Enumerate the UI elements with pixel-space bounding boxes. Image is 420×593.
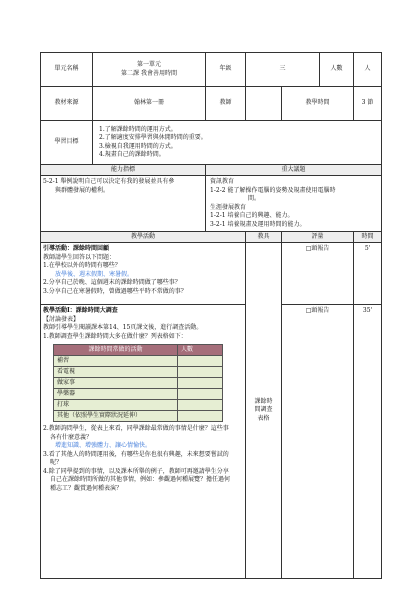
- activity-line: 2.分享自己於晚、這個週末的課餘時間做了哪些事？: [43, 279, 181, 286]
- unit-name-label: 單元名稱: [41, 53, 93, 87]
- issues-content: [206, 176, 382, 232]
- unit-name-line-2: 第二課 我會善用時間: [121, 69, 177, 77]
- indicator-line: 5-2-1 舉例說明自己可以決定有我的發展並具有參: [43, 178, 175, 185]
- aids-line: 間調查: [254, 406, 273, 414]
- activity-line: 2.教師詢問學生，從表上來看，同學課餘最常做的事情是什麼？這些事: [43, 425, 229, 432]
- indicators-header: 能力指標: [41, 165, 206, 176]
- survey-col-count: 人數: [178, 345, 223, 356]
- unit-name-value: [93, 53, 206, 87]
- activity-line: 教師請學生回答以下問題：: [43, 253, 116, 261]
- assessment-1: □頭報告: [282, 243, 354, 305]
- issue-line: 1-2-1 培養自己的興趣、能力。: [210, 212, 294, 219]
- activity-answer: 放學後、週末假期、寒暑假。: [55, 270, 134, 278]
- time-header: 時間: [354, 232, 382, 243]
- survey-row-label: 打球: [54, 400, 178, 411]
- issue-line: 1-2-2 能了解操作電腦的姿勢及規畫使用電腦時: [210, 186, 336, 194]
- source-label: 教材來源: [41, 87, 93, 121]
- goal-item: 3.檢視自我運用時間的方式。: [99, 142, 177, 150]
- issue-line: 資訊教育: [210, 178, 235, 185]
- activity-answer: 增進知識、增強體力、讓心情愉快。: [55, 442, 152, 449]
- goal-item: 1.了解課餘時間的運用方式。: [99, 125, 177, 133]
- assessment-header: 評量: [282, 232, 354, 243]
- unit-name-line-1: 第一單元: [137, 61, 162, 68]
- lesson-plan-table: [40, 52, 382, 579]
- indicators-content: [41, 176, 206, 232]
- time-label: 教學時間: [282, 87, 354, 121]
- activity-2: [41, 305, 246, 579]
- activity-header: 教學活動: [41, 232, 246, 243]
- grade-label: 年級: [206, 53, 246, 87]
- goal-item: 2.了解適度安排學習與休閒時間的重要。: [99, 134, 207, 141]
- activity-line: 3.分享自己在寒暑假時，曾做過哪些平時不常做的事？: [43, 287, 187, 295]
- aids-header: 教具: [246, 232, 282, 243]
- time-2: 35': [354, 305, 382, 579]
- issue-line: 間。: [248, 195, 261, 202]
- survey-row-label: 看電視: [54, 367, 178, 378]
- aids-cell: [246, 243, 282, 579]
- indicator-line: 與群體發展的權利。: [55, 186, 110, 194]
- survey-col-activity: 課餘時間常做的活動: [54, 345, 178, 356]
- activity-2-title: 教學活動Ⅰ：課餘時間大調查: [43, 307, 118, 314]
- goals-list: [93, 121, 382, 165]
- issue-line: 3-2-1 培養規畫及運用時間的能力。: [210, 220, 306, 228]
- goal-item: 4.規畫自己的課餘時間。: [99, 151, 165, 158]
- activity-line: 各有什麼意義？: [50, 433, 93, 441]
- survey-row-count: [178, 400, 223, 411]
- issues-header: 重大議題: [206, 165, 382, 176]
- issue-line: 生涯發展教育: [210, 203, 247, 211]
- activity-line: 3.看了其他人的時間運用後，有哪些是你也很有興趣，未來想要嘗試的: [43, 450, 229, 458]
- survey-row-count: [178, 367, 223, 378]
- aids-line: 表格: [257, 414, 270, 422]
- survey-table: [53, 344, 223, 422]
- discussion-label: 【討論發表】: [43, 315, 80, 323]
- source-value: 翰林第一冊: [93, 87, 206, 121]
- survey-row-count: [178, 356, 223, 367]
- time-value: 3 節: [354, 87, 382, 121]
- survey-row-label: 做家事: [54, 378, 178, 389]
- activity-line: 4.除了同學提到的事情，以及課本所舉的例子，教師可再邀請學生分享: [43, 467, 229, 475]
- survey-row-label: 補習: [54, 356, 178, 367]
- teacher-label: 教師: [206, 87, 246, 121]
- activity-line: 1.在學校以外的時間有哪些？: [43, 262, 121, 269]
- survey-row-count: [178, 389, 223, 400]
- activity-1-title: 引導活動：課餘時間回顧: [43, 245, 110, 252]
- assessment-2: □頭報告: [282, 305, 354, 579]
- survey-row-label: 其他（依照學生實際狀況延伸）: [54, 411, 178, 422]
- survey-row-count: [178, 378, 223, 389]
- survey-row-label: 學樂器: [54, 389, 178, 400]
- activity-line: 呢？: [50, 459, 63, 466]
- lesson-plan: [40, 52, 381, 579]
- activity-line: 自己在課餘時間所做的其他事情，例如：參觀過何種展覽？擔任過何: [50, 476, 231, 483]
- activity-line: 教師引導學生閱讀課本第14、15頁課文後，進行調查活動。: [43, 324, 203, 331]
- activity-line: 種志工？觀賞過何種表演？: [50, 484, 123, 492]
- grade-value: 三: [246, 53, 320, 87]
- goals-label: 學習目標: [41, 121, 93, 165]
- survey-row-count: [178, 411, 223, 422]
- time-1: 5': [354, 243, 382, 305]
- teacher-value: [246, 87, 282, 121]
- headcount-value: 人: [354, 53, 382, 87]
- headcount-label: 人數: [320, 53, 354, 87]
- activity-line: 1.教師調查學生課餘時間大多在做什麼？列表格如下：: [43, 332, 187, 340]
- aids-line: 課餘時: [254, 397, 273, 405]
- activity-1: [41, 243, 246, 305]
